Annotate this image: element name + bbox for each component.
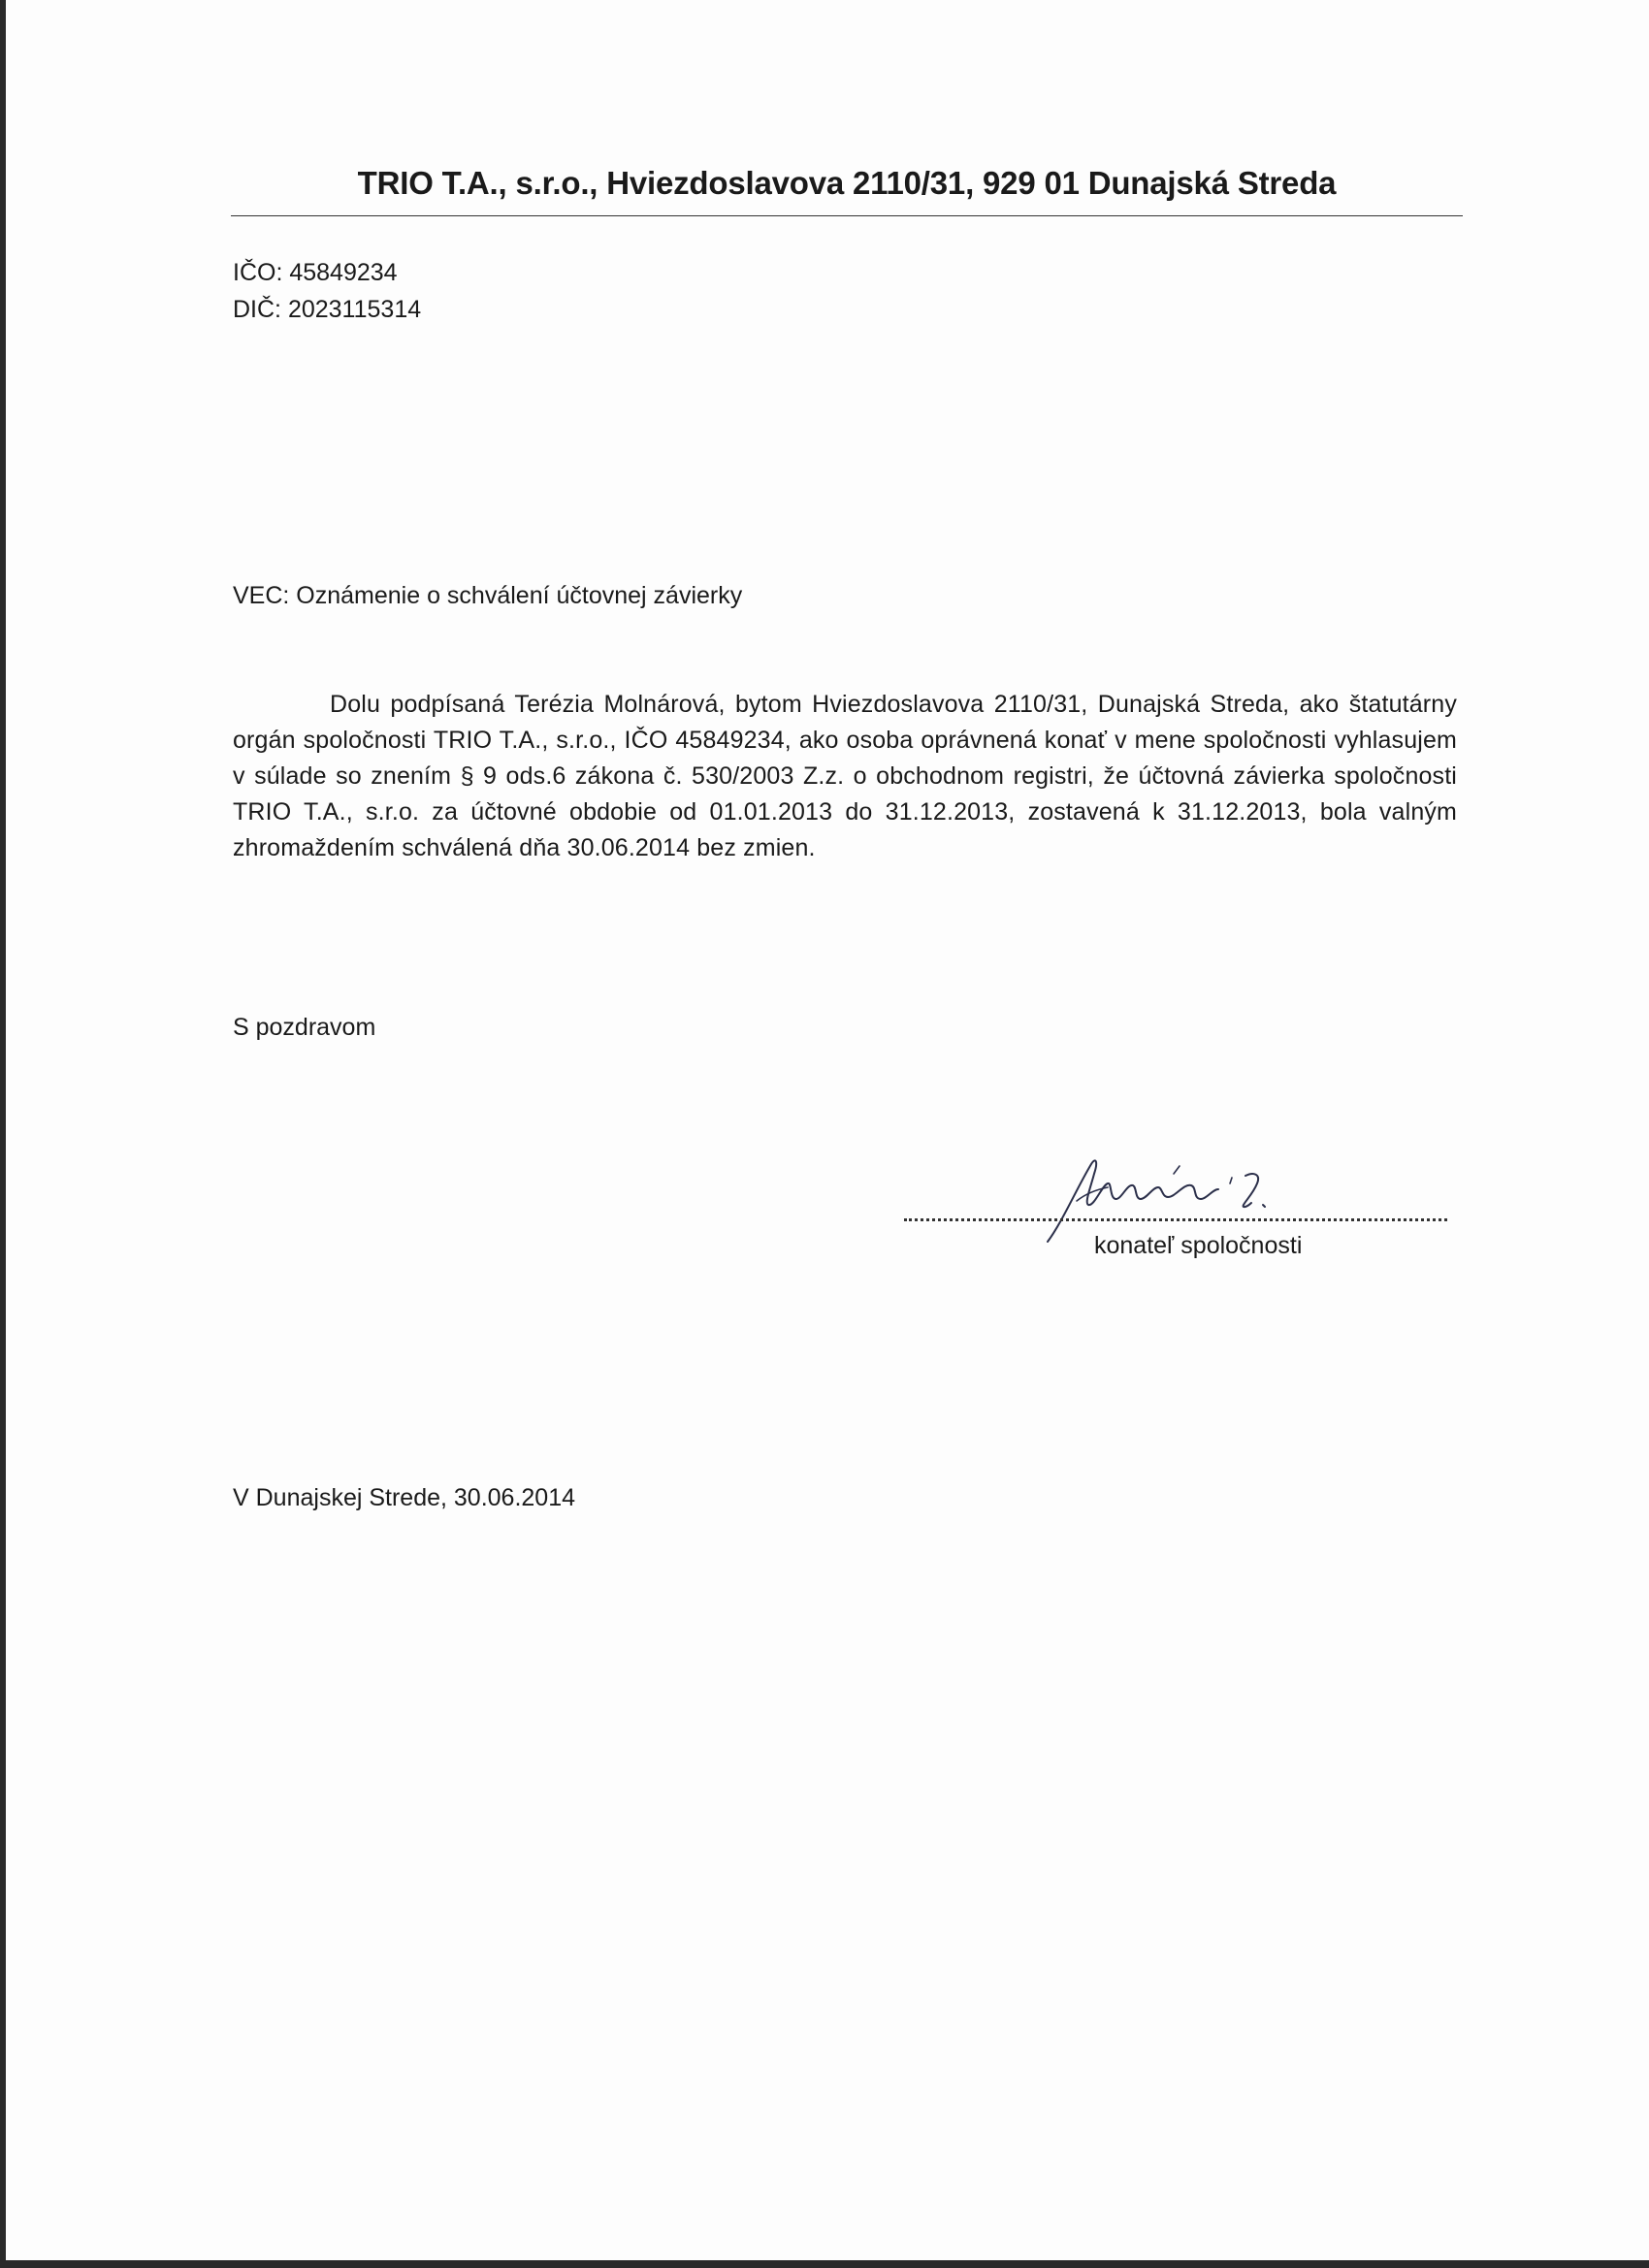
subject-line: VEC: Oznámenie o schválení účtovnej závierky	[233, 582, 743, 609]
company-identifiers	[233, 254, 421, 328]
company-header: TRIO T.A., s.r.o., Hviezdoslavova 2110/31, 929 01 Dunajská Streda	[357, 165, 1337, 201]
header-divider	[231, 215, 1463, 216]
scan-edge-left	[0, 0, 6, 2268]
place-and-date: V Dunajskej Strede, 30.06.2014	[233, 1484, 576, 1511]
scan-edge-bottom	[0, 2260, 1649, 2268]
ico-line: IČO: 45849234	[233, 259, 398, 286]
signer-role: konateľ spoločnosti	[1094, 1232, 1303, 1259]
body-paragraph: Dolu podpísaná Terézia Molnárová, bytom Hviezdoslavova 2110/31, Dunajská Streda, ako štatutárny orgán spoločnosti TRIO T.A., s.r.o., IČO 45849234, ako osoba oprávnená konať v mene spoločnosti vyhlasujem v súlade so znením § 9 ods.6 zákona č. 530/2003 Z.z. o obchodnom registri, že účtovná závierka spoločnosti TRIO T.A., s.r.o. za účtovné obdobie od 01.01.2013 do 31.12.2013, zostavená k 31.12.2013, bola valným zhromaždením schválená dňa 30.06.2014 bez zmien.	[233, 691, 1457, 861]
signature-line	[904, 1218, 1447, 1221]
greeting: S pozdravom	[233, 1014, 376, 1041]
dic-line: DIČ: 2023115314	[233, 296, 422, 323]
